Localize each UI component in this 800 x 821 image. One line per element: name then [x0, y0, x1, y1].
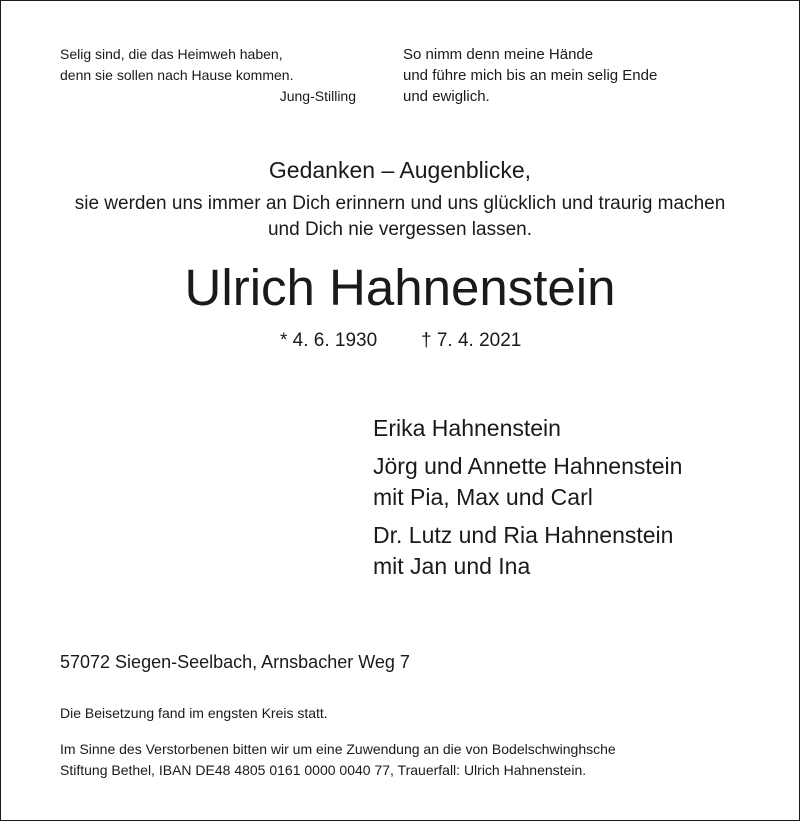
verse-left-line: denn sie sollen nach Hause kommen. — [60, 67, 294, 83]
motto-heading: Gedanken – Augenblicke, — [268, 157, 532, 183]
donation-line: Stiftung Bethel, IBAN DE48 4805 0161 0000 0040 77, Trauerfall: Ulrich Hahnenstein. — [60, 762, 587, 778]
verse-right-line: und führe mich bis an mein selig Ende — [403, 67, 658, 84]
donation-text — [60, 739, 760, 781]
family-list — [373, 413, 773, 582]
donation-line: Im Sinne des Verstorbenen bitten wir um eine Zuwendung an die von Bodelschwinghsche — [60, 741, 616, 757]
verse-right-line: und ewiglich. — [403, 88, 490, 105]
family-line: Dr. Lutz und Ria Hahnenstein — [373, 522, 674, 548]
family-line: mit Pia, Max und Carl — [373, 484, 593, 510]
verse-left-author: Jung-Stilling — [279, 88, 356, 104]
motto-line: sie werden uns immer an Dich erinnern und uns glücklich und traurig machen — [74, 193, 726, 214]
motto-line: und Dich nie vergessen lassen. — [267, 219, 533, 240]
verse-left — [60, 44, 356, 107]
family-line: Jörg und Annette Hahnenstein — [373, 453, 683, 479]
burial-note: Die Beisetzung fand im engsten Kreis statt. — [60, 705, 328, 721]
death-date: † 7. 4. 2021 — [421, 330, 522, 351]
family-entry — [373, 413, 773, 444]
family-line: Erika Hahnenstein — [373, 415, 561, 441]
deceased-name: Ulrich Hahnenstein — [184, 259, 616, 316]
verse-right — [403, 44, 743, 107]
birth-date: * 4. 6. 1930 — [280, 330, 378, 351]
family-entry — [373, 520, 773, 582]
family-line: mit Jan und Ina — [373, 553, 531, 579]
family-entry — [373, 451, 773, 513]
address: 57072 Siegen-Seelbach, Arnsbacher Weg 7 — [60, 652, 410, 672]
verse-left-line: Selig sind, die das Heimweh haben, — [60, 46, 283, 62]
verse-right-line: So nimm denn meine Hände — [403, 46, 594, 63]
